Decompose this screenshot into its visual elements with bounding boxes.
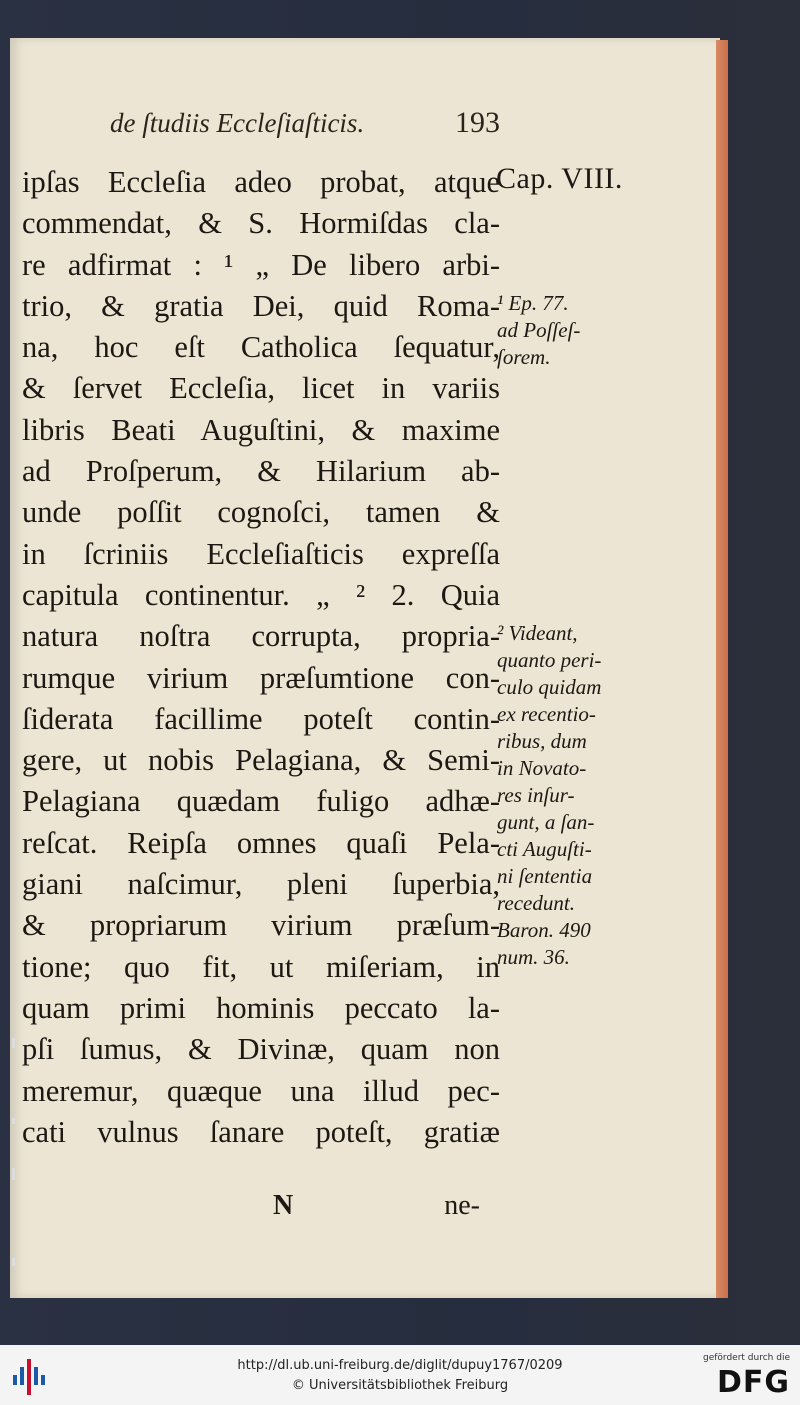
text-line: commendat, & S. Hormiſdas cla-	[22, 206, 500, 241]
text-line: quam primi hominis peccato la-	[22, 990, 500, 1025]
text-line: libris Beati Auguſtini, & maxime	[22, 412, 500, 447]
note-line: ² Videant,	[497, 621, 578, 645]
text-line: capitula continentur. „ ² 2. Quia	[22, 577, 500, 612]
text-line: in ſcriniis Eccleſiaſticis expreſſa	[22, 536, 500, 571]
note-line: gunt, a ſan-	[497, 810, 595, 834]
text-line: meremur, quæque una illud pec-	[22, 1073, 500, 1108]
running-head-title: de ſtudiis Eccleſiaſticis.	[110, 108, 365, 138]
text-line: ad Proſperum, & Hilarium ab-	[22, 454, 500, 489]
note-line: cti Auguſti-	[497, 837, 592, 861]
note-line: quanto peri-	[497, 648, 602, 672]
text-line: na, hoc eſt Catholica ſequatur,	[22, 330, 500, 365]
text-line: rumque virium præſumtione con-	[22, 660, 500, 695]
note-line: ſorem.	[497, 345, 551, 369]
text-line: ſiderata facillime poteſt contin-	[22, 701, 500, 736]
signature-mark: N	[273, 1190, 294, 1221]
note-line: recedunt.	[497, 891, 575, 915]
note-line: culo quidam	[497, 675, 602, 699]
text-line: Pelagiana quædam fuligo adhæ-	[22, 784, 500, 819]
note-line: res inſur-	[497, 783, 575, 807]
text-line: & ſervet Eccleſia, licet in variis	[22, 371, 500, 406]
text-line: unde poſſit cognoſci, tamen &	[22, 495, 500, 530]
text-line: natura noſtra corrupta, propria-	[22, 619, 500, 654]
running-head	[110, 104, 500, 144]
text-line: trio, & gratia Dei, quid Roma-	[22, 288, 500, 323]
note-line: ¹ Ep. 77.	[497, 291, 569, 315]
page-edge	[716, 40, 728, 1298]
text-line: giani naſcimur, pleni ſuperbia,	[22, 867, 500, 902]
note-line: ad Poſſeſ-	[497, 318, 581, 342]
margin-show-through	[10, 1038, 24, 1298]
note-line: Baron. 490	[497, 918, 591, 942]
permalink[interactable]: http://dl.ub.uni-freiburg.de/diglit/dupuy1767/0209	[237, 1358, 563, 1373]
marginal-note-2	[497, 620, 601, 971]
book-page	[10, 38, 720, 1298]
dfg-caption: gefördert durch die	[703, 1353, 790, 1363]
text-line: gere, ut nobis Pelagiana, & Semi-	[22, 743, 500, 778]
note-line: ex recentio-	[497, 702, 596, 726]
note-line: in Novato-	[497, 756, 587, 780]
note-line: num. 36.	[497, 945, 570, 969]
text-line: & propriarum virium præſum-	[22, 908, 500, 943]
text-line: pſi ſumus, & Divinæ, quam non	[22, 1032, 500, 1067]
chapter-marker: Cap. VIII.	[496, 162, 623, 195]
text-line: ipſas Eccleſia adeo probat, atque	[22, 165, 500, 199]
page-footer-line	[10, 1190, 500, 1230]
text-line: reſcat. Reipſa omnes quaſi Pela-	[22, 825, 500, 860]
viewer-footer	[0, 1345, 800, 1405]
page-number: 193	[455, 106, 500, 139]
note-line: ni ſententia	[497, 864, 593, 888]
dfg-logo	[698, 1353, 790, 1401]
text-line: tione; quo fit, ut miſeriam, in	[22, 949, 500, 984]
dfg-mark: DFG	[716, 1365, 790, 1400]
main-text-block	[22, 162, 500, 1153]
copyright-notice: © Universitätsbibliothek Freiburg	[291, 1378, 509, 1393]
text-line: cati vulnus ſanare poteſt, gratiæ	[22, 1114, 500, 1149]
catchword: ne-	[444, 1190, 480, 1221]
marginal-note-1	[497, 290, 580, 371]
text-line: re adfirmat : ¹ „ De libero arbi-	[22, 247, 500, 282]
note-line: ribus, dum	[497, 729, 587, 753]
